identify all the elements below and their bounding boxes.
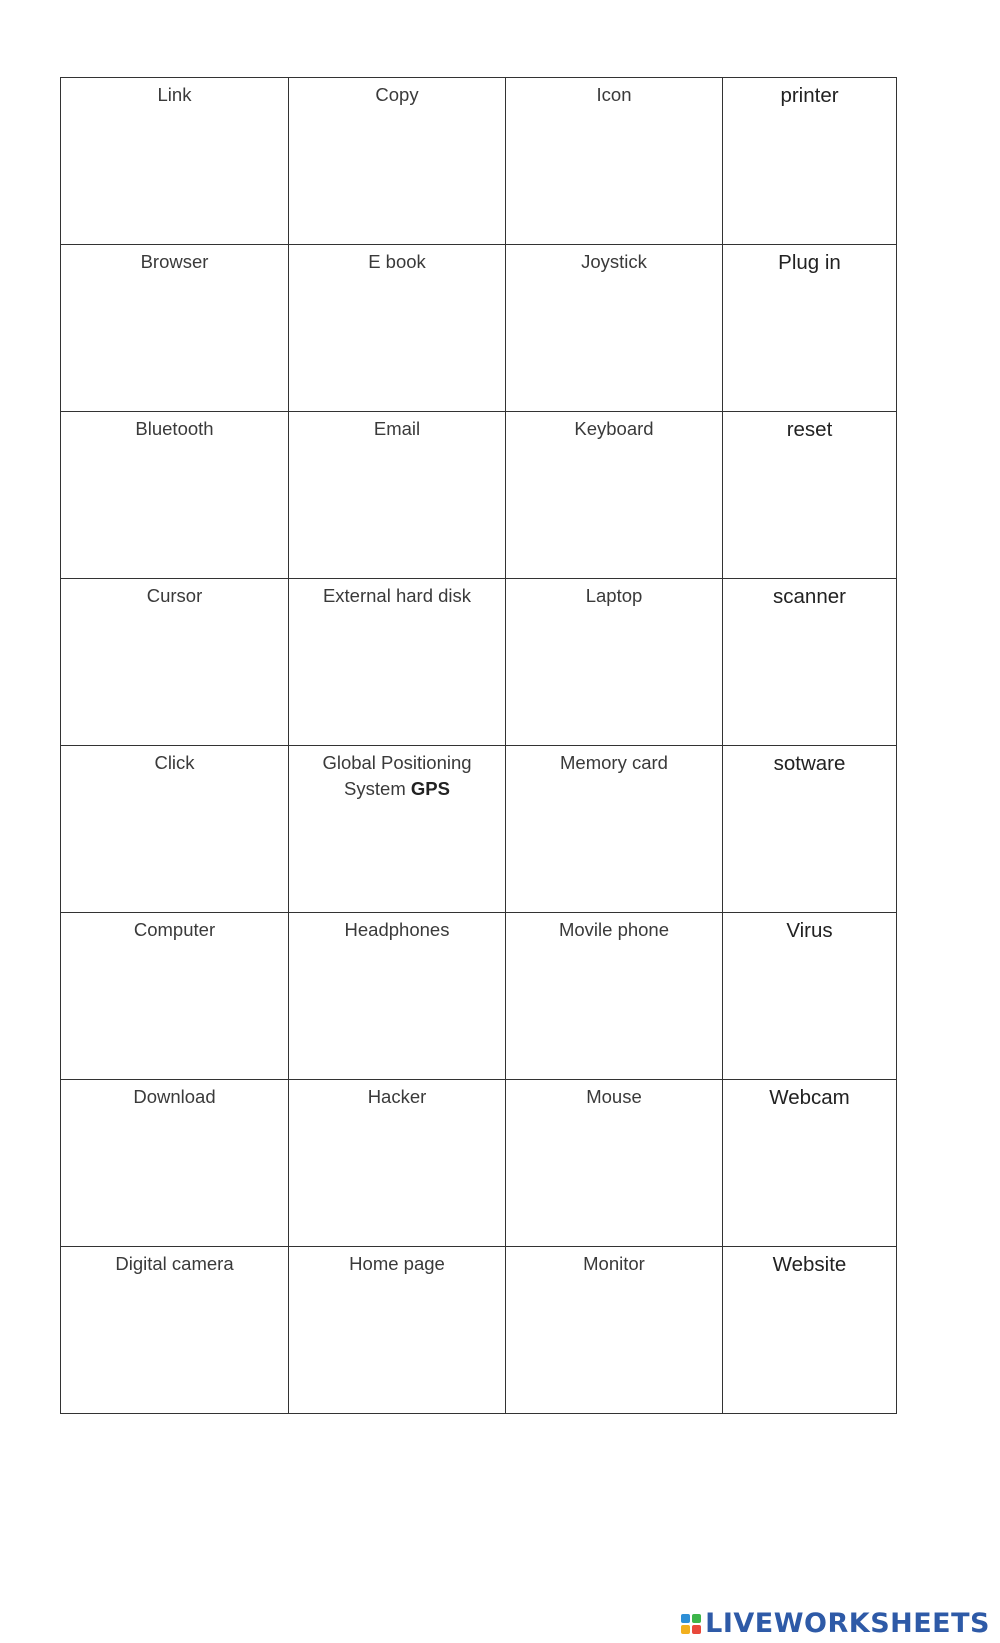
cell-word: Laptop — [585, 585, 643, 606]
cell-word: Icon — [596, 84, 632, 105]
cell-word: Memory card — [560, 752, 668, 773]
table-row — [61, 78, 897, 245]
cell-word-abbreviation: GPS — [410, 778, 450, 799]
table-cell — [289, 412, 506, 579]
table-cell — [289, 579, 506, 746]
cell-word: sotware — [773, 752, 846, 775]
cell-word-line2: System — [344, 778, 411, 799]
table-cell — [723, 412, 897, 579]
table-row — [61, 579, 897, 746]
cell-word: Keyboard — [574, 418, 654, 439]
liveworksheets-logo-icon — [681, 1614, 701, 1634]
table-cell — [61, 746, 289, 913]
table-cell — [289, 78, 506, 245]
cell-word: Browser — [140, 251, 209, 272]
table-cell — [506, 1247, 723, 1414]
cell-word: E book — [368, 251, 426, 272]
cell-word: Movile phone — [558, 919, 670, 940]
cell-word: Click — [154, 752, 195, 773]
logo-square-yellow — [681, 1625, 690, 1634]
cell-word: Download — [133, 1086, 216, 1107]
logo-square-green — [692, 1614, 701, 1623]
table-cell — [723, 579, 897, 746]
table-cell — [289, 746, 506, 913]
table-row — [61, 913, 897, 1080]
cell-word: External hard disk — [322, 585, 472, 606]
table-row — [61, 412, 897, 579]
table-cell — [289, 245, 506, 412]
cell-word: Digital camera — [115, 1253, 234, 1274]
table-cell — [723, 245, 897, 412]
table-cell — [506, 245, 723, 412]
table-cell — [723, 746, 897, 913]
cell-word: Mouse — [586, 1086, 642, 1107]
cell-word: Hacker — [367, 1086, 427, 1107]
table-cell — [506, 412, 723, 579]
liveworksheets-logo — [681, 1610, 990, 1637]
cell-word: Virus — [786, 919, 833, 942]
table-cell — [289, 913, 506, 1080]
table-cell — [506, 579, 723, 746]
table-cell — [723, 1247, 897, 1414]
table-cell — [61, 78, 289, 245]
logo-square-blue — [681, 1614, 690, 1623]
table-cell — [506, 746, 723, 913]
table-cell — [506, 78, 723, 245]
table-cell — [289, 1247, 506, 1414]
table-cell — [506, 913, 723, 1080]
cell-word: scanner — [773, 585, 846, 608]
table-cell — [61, 1247, 289, 1414]
table-cell — [61, 245, 289, 412]
cell-word: Computer — [133, 919, 216, 940]
cell-word: reset — [786, 418, 833, 441]
table-cell — [61, 412, 289, 579]
table-cell — [61, 579, 289, 746]
logo-square-red — [692, 1625, 701, 1634]
table-row — [61, 746, 897, 913]
cell-word: Email — [373, 418, 421, 439]
cell-word: Webcam — [769, 1086, 850, 1109]
cell-word: Website — [772, 1253, 847, 1276]
table-row — [61, 1080, 897, 1247]
logo-text: LIVEWORKSHEETS — [705, 1608, 990, 1639]
cell-word-line1: Global Positioning — [322, 752, 472, 773]
table-cell — [289, 1080, 506, 1247]
table-cell — [61, 913, 289, 1080]
table-cell — [723, 913, 897, 1080]
table-row — [61, 1247, 897, 1414]
cell-word: Joystick — [581, 251, 647, 272]
table-cell — [723, 1080, 897, 1247]
cell-word: Copy — [375, 84, 419, 105]
vocabulary-table-body — [61, 78, 897, 1414]
table-cell — [506, 1080, 723, 1247]
cell-word: Monitor — [583, 1253, 645, 1274]
cell-word: Home page — [349, 1253, 445, 1274]
cell-word: Cursor — [146, 585, 203, 606]
table-row — [61, 245, 897, 412]
cell-word: Bluetooth — [135, 418, 214, 439]
table-cell — [723, 78, 897, 245]
table-cell — [61, 1080, 289, 1247]
cell-word: printer — [780, 84, 839, 107]
cell-word — [289, 746, 505, 802]
cell-word: Link — [157, 84, 192, 105]
vocabulary-table — [60, 77, 897, 1414]
cell-word: Plug in — [778, 251, 841, 274]
cell-word: Headphones — [344, 919, 450, 940]
